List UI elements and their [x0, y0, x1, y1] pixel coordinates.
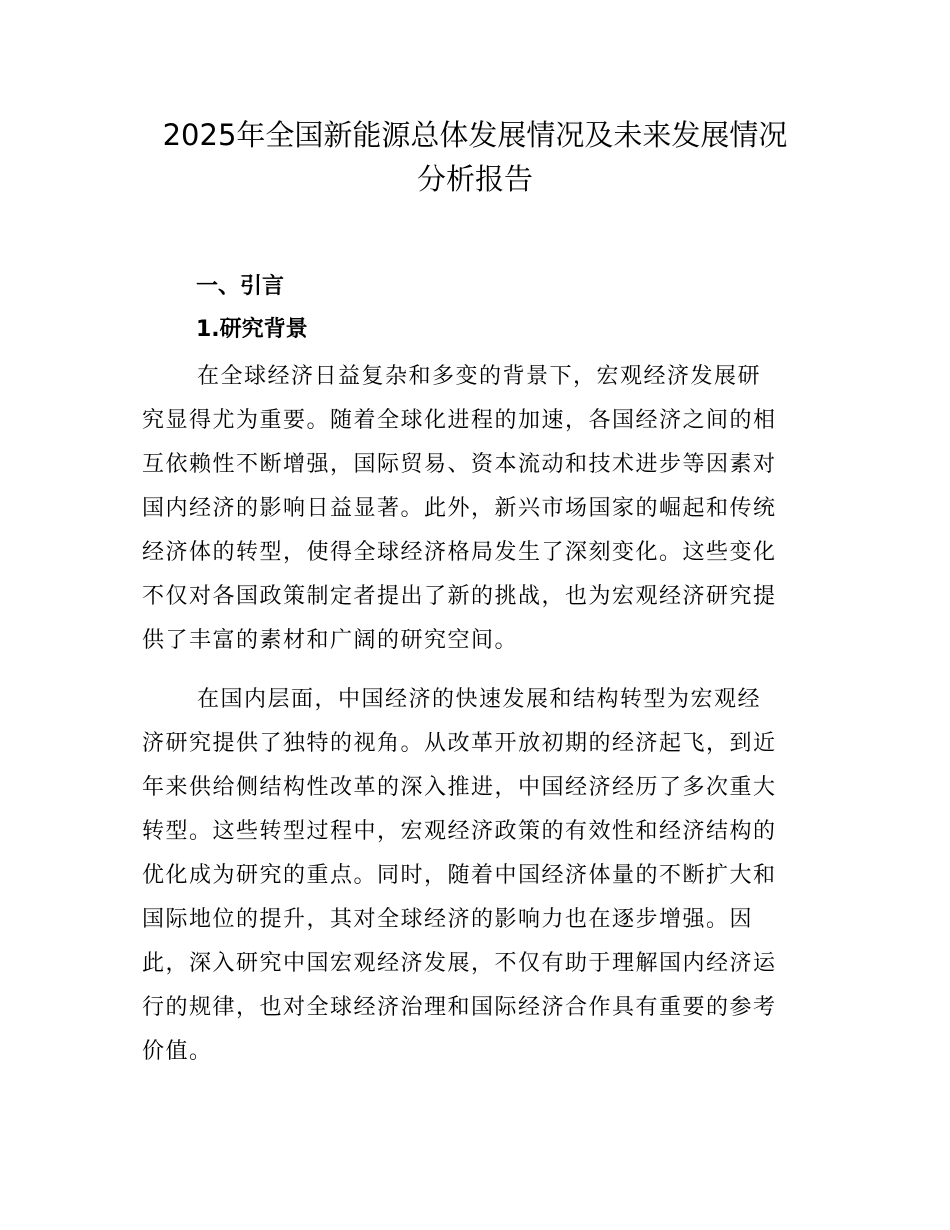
paragraph-line: 不仅对各国政策制定者提出了新的挑战，也为宏观经济研究提 [142, 584, 777, 609]
report-title-line-2: 分析报告 [416, 162, 533, 196]
paragraph-line: 经济体的转型，使得全球经济格局发生了深刻变化。这些变化 [142, 540, 777, 565]
subsection-heading-research-background: 1.研究背景 [196, 317, 308, 342]
section-heading-introduction: 一、引言 [196, 274, 285, 299]
paragraph-line: 国内经济的影响日益显著。此外，新兴市场国家的崛起和传统 [142, 496, 777, 521]
paragraph-line: 转型。这些转型过程中，宏观经济政策的有效性和经济结构的 [142, 819, 777, 844]
paragraph-line: 行的规律，也对全球经济治理和国际经济合作具有重要的参考 [142, 995, 777, 1020]
paragraph-line: 互依赖性不断增强，国际贸易、资本流动和技术进步等因素对 [142, 452, 777, 477]
paragraph-line: 优化成为研究的重点。同时，随着中国经济体量的不断扩大和 [142, 863, 777, 888]
report-title [100, 113, 850, 201]
paragraph-line: 国际地位的提升，其对全球经济的影响力也在逐步增强。因 [142, 907, 754, 932]
paragraph-domestic-context [142, 678, 822, 1074]
paragraph-line: 年来供给侧结构性改革的深入推进，中国经济经历了多次重大 [142, 775, 777, 800]
paragraph-line: 济研究提供了独特的视角。从改革开放初期的经济起飞，到近 [142, 731, 777, 756]
paragraph-line: 在全球经济日益复杂和多变的背景下，宏观经济发展研 [197, 364, 762, 389]
paragraph-line: 价值。 [142, 1039, 213, 1064]
paragraph-line: 究显得尤为重要。随着全球化进程的加速，各国经济之间的相 [142, 408, 777, 433]
paragraph-line: 此，深入研究中国宏观经济发展，不仅有助于理解国内经济运 [142, 951, 777, 976]
paragraph-global-context [142, 355, 822, 663]
paragraph-line: 供了丰富的素材和广阔的研究空间。 [142, 628, 519, 653]
report-title-line-1: 2025年全国新能源总体发展情况及未来发展情况 [162, 118, 788, 152]
paragraph-line: 在国内层面，中国经济的快速发展和结构转型为宏观经 [197, 687, 762, 712]
